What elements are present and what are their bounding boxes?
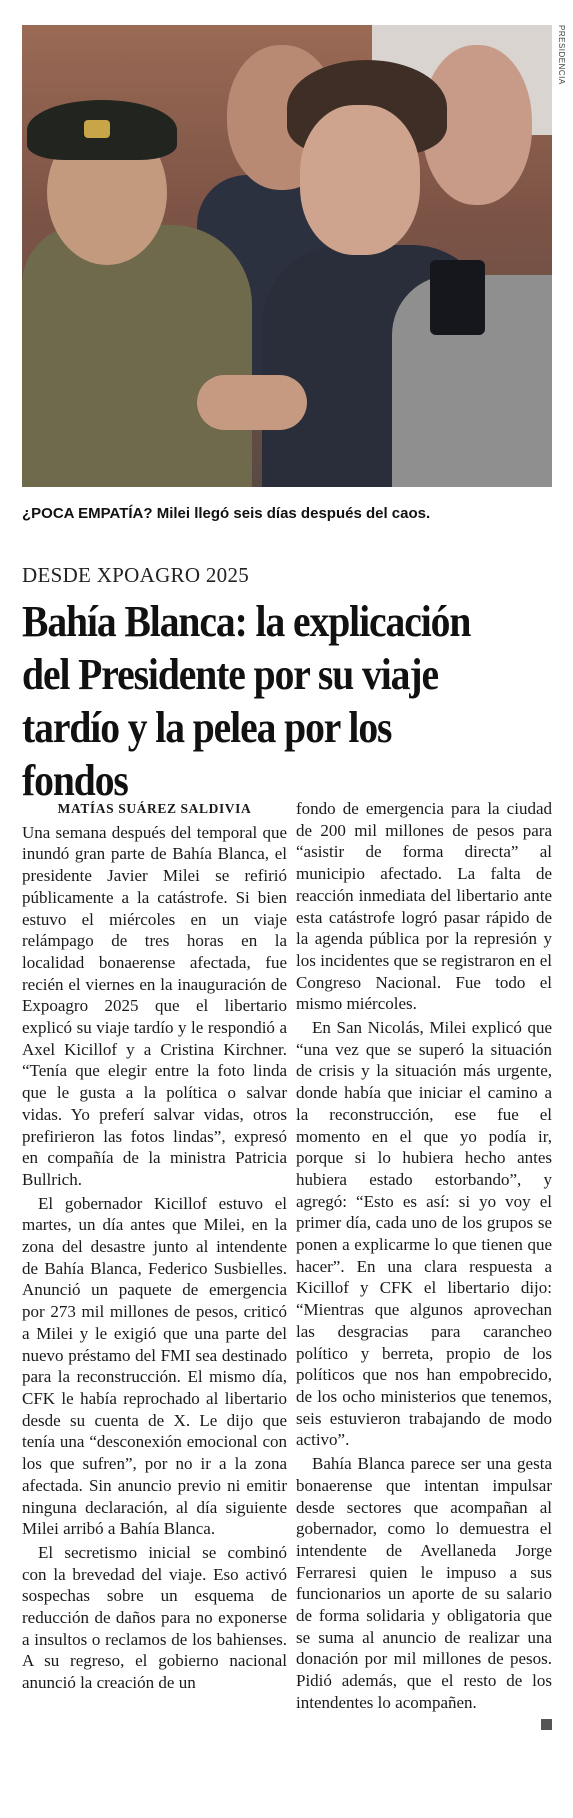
article-photo xyxy=(22,25,552,487)
article-column-2 xyxy=(296,798,552,1730)
end-of-article-icon xyxy=(541,1719,552,1730)
paragraph: En San Nicolás, Milei explicó que “una vez que se superó la situación de crisis y la situación más urgente, donde había que iniciar el camino a la reconstrucción, ese fue el momento en el que yo podía ir, porque si lo hubiera hecho antes hubiera estado estorbando”, y agregó: “Esto es así: si yo voy el primer día, cada uno de los grupos se ponen a explicarme lo que tienen que hacer”. En una clara respuesta a Kicillof y CFK el libertario dijo: “Mientras que algunos aprovechan las desgracias para carancheo político y berreta, propio de los políticos que nos han empobrecido, de los ocho ministerios que tenemos, seis estuvieron trabajando de modo activo”. xyxy=(296,1018,552,1450)
paragraph: El gobernador Kicillof estuvo el martes, un día antes que Milei, en la zona del desastre junto al intendente de Bahía Blanca, Federico Susbielles. Anunció un paquete de emergencia por 273 mil millones de pesos, criticó a Milei y le exigió que una parte del nuevo préstamo del FMI sea destinado para la reconstrucción. El mismo día, CFK le había reprochado al libertario desde su cuenta de X. Le dijo que tenía una “desconexión emocional con los que sufren”, por no ir a la zona afectada. Sin anuncio previo ni emitir ninguna declaración, al día siguiente Milei arribó a Bahía Blanca. xyxy=(22,1193,287,1539)
section-kicker: DESDE XPOAGRO 2025 xyxy=(22,563,250,587)
byline: MATÍAS SUÁREZ SALDIVIA xyxy=(57,801,252,816)
paragraph: El secretismo inicial se combinó con la brevedad del viaje. Eso activó sospechas sobre un esquema de reducción de daños para no exponerse a insultos o reclamos de los bahienses. A su regreso, el gobierno nacional anunció la creación de un xyxy=(22,1542,287,1693)
article-headline: Bahía Blanca: la explicación del Presidente por su viaje tardío y la pelea por los fondos xyxy=(22,597,471,805)
soldier-figure xyxy=(22,225,252,487)
article-column-1 xyxy=(22,798,287,1694)
badge-icon xyxy=(84,120,110,138)
photo-credit: PRESIDENCIA xyxy=(557,25,566,85)
paragraph: fondo de emergencia para la ciudad de 200 mil millones de pesos para “asistir de forma directa” al municipio afectado. La falta de reacción inmediata del libertario ante esta catástrofe logró pasar rápido de la agenda pública por la represión y los incidentes que se registraron en el Congreso Nacional. Fue todo el mismo miércoles. xyxy=(296,799,552,1014)
paragraph: Una semana después del temporal que inundó gran parte de Bahía Blanca, el presidente Javier Milei se refirió públicamente a la catástrofe. Si bien estuvo el miércoles en un viaje relámpago de tres horas en la localidad bonaerense afectada, fue recién el viernes en la inauguración de Expoagro 2025 que el libertario explicó su viaje tardío y le respondió a Axel Kicillof y a Cristina Kirchner. “Tenía que elegir entre la foto linda que le gusta a la política o salvar vidas. Yo preferí salvar vidas, otros prefirieron las fotos lindas”, expresó en compañía de la ministra Patricia Bullrich. xyxy=(22,822,287,1189)
hand-figure xyxy=(197,375,307,430)
paragraph: Bahía Blanca parece ser una gesta bonaerense que intentan impulsar desde sectores que acompañan al gobernador, como lo demuestra el intendente de Avellaneda Jorge Ferraresi quien le impuso a sus funcionarios un aporte de su salario de forma solidaria y obligatoria que se suma al anuncio de realizar una donación por mil millones de pesos. Pidió además, que el resto de los intendentes lo acompañen. xyxy=(296,1454,552,1712)
photo-caption: ¿POCA EMPATÍA? Milei llegó seis días después del caos. xyxy=(22,505,431,522)
phone-icon xyxy=(430,260,485,335)
milei-head xyxy=(300,105,420,255)
